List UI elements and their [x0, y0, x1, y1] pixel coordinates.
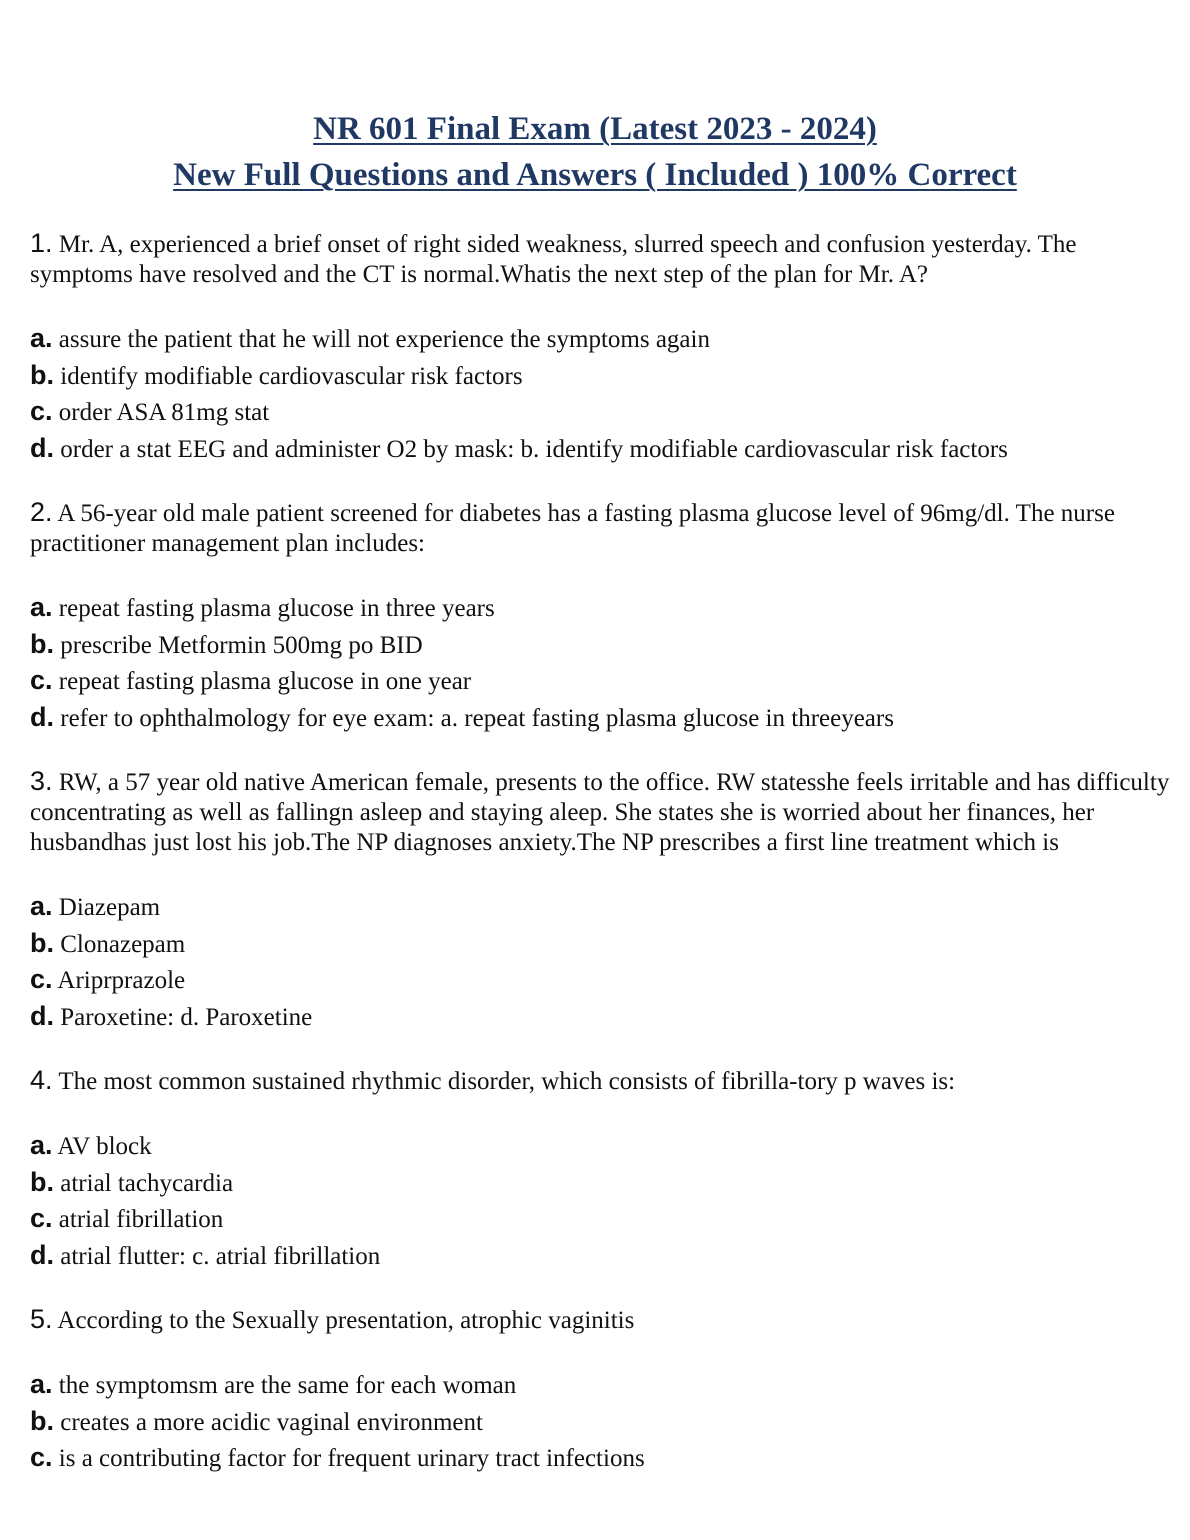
option-letter: c. — [30, 1442, 53, 1472]
option-a — [30, 1128, 1170, 1165]
option-a — [30, 889, 1170, 926]
option-letter: d. — [30, 1239, 54, 1270]
question-stem — [30, 497, 1170, 559]
option-letter: a. — [30, 323, 53, 353]
option-text: refer to ophthalmology for eye exam: a. repeat fasting plasma glucose in threeyears — [60, 704, 894, 732]
title-line-2: New Full Questions and Answers ( Included ) 100% Correct — [173, 157, 1017, 193]
question-number: 3. — [30, 766, 53, 796]
option-letter: b. — [30, 1405, 54, 1436]
option-text: Paroxetine: d. Paroxetine — [60, 1003, 313, 1031]
option-text: atrial tachycardia — [60, 1169, 234, 1197]
option-c — [30, 394, 1170, 431]
question-list — [30, 228, 1170, 1477]
option-letter: c. — [30, 396, 53, 426]
option-b — [30, 627, 1170, 664]
option-text: prescribe Metformin 500mg po BID — [60, 631, 423, 659]
option-letter: b. — [30, 359, 54, 390]
option-text: order ASA 81mg stat — [58, 399, 270, 426]
option-text: order a stat EEG and administer O2 by mask: b. identify modifiable cardiovascular risk factors — [60, 435, 1008, 463]
question-stem — [30, 1065, 1170, 1097]
option-letter: c. — [30, 1203, 53, 1233]
option-text: is a contributing factor for frequent urinary tract infections — [58, 1445, 645, 1472]
option-text: atrial fibrillation — [58, 1206, 224, 1233]
option-text: Diazepam — [58, 894, 161, 921]
question-text: Mr. A, experienced a brief onset of right sided weakness, slurred speech and confusion yesterday. The symptoms have resolved and the CT is normal.Whatis the next step of the plan for Mr. A? — [30, 231, 1077, 288]
question-number: 5. — [30, 1304, 53, 1334]
option-d — [30, 431, 1170, 468]
option-text: assure the patient that he will not experience the symptoms again — [58, 326, 710, 353]
option-c — [30, 962, 1170, 999]
option-letter: a. — [30, 592, 53, 622]
option-letter: a. — [30, 1369, 53, 1399]
option-a — [30, 590, 1170, 627]
question-1 — [30, 228, 1170, 467]
question-4 — [30, 1065, 1170, 1274]
option-letter: d. — [30, 432, 54, 463]
question-text: RW, a 57 year old native American female, presents to the office. RW statesshe feels irritable and has difficulty concentrating as well as fallingn asleep and staying aleep. She states she is worried about her finances, her husbandhas just lost his job.The NP diagnoses anxiety.The NP prescribes a first line treatment which is — [30, 769, 1170, 856]
option-text: atrial flutter: c. atrial fibrillation — [60, 1242, 381, 1270]
option-letter: a. — [30, 1130, 53, 1160]
document-title — [0, 106, 1190, 198]
option-letter: c. — [30, 964, 53, 994]
question-text: A 56-year old male patient screened for diabetes has a fasting plasma glucose level of 96mg/dl. The nurse practitioner management plan includes: — [30, 500, 1115, 557]
question-number: 1. — [30, 228, 53, 258]
title-line-1: NR 601 Final Exam (Latest 2023 - 2024) — [313, 111, 877, 147]
option-text: Clonazepam — [60, 930, 186, 958]
option-letter: b. — [30, 927, 54, 958]
question-text: The most common sustained rhythmic disorder, which consists of fibrilla-tory p waves is: — [58, 1068, 956, 1095]
question-number: 4. — [30, 1065, 53, 1095]
option-b — [30, 926, 1170, 963]
option-a — [30, 1367, 1170, 1404]
option-text: repeat fasting plasma glucose in three years — [58, 595, 495, 622]
option-letter: b. — [30, 628, 54, 659]
question-3 — [30, 766, 1170, 1035]
option-d — [30, 999, 1170, 1036]
option-b — [30, 1165, 1170, 1202]
question-2 — [30, 497, 1170, 736]
option-c — [30, 1440, 1170, 1477]
option-b — [30, 1404, 1170, 1441]
option-letter: c. — [30, 665, 53, 695]
question-stem — [30, 228, 1170, 290]
option-letter: d. — [30, 701, 54, 732]
question-number: 2. — [30, 497, 53, 527]
option-c — [30, 663, 1170, 700]
option-text: repeat fasting plasma glucose in one year — [58, 668, 472, 695]
question-stem — [30, 1304, 1170, 1336]
option-d — [30, 700, 1170, 737]
option-c — [30, 1201, 1170, 1238]
option-text: Ariprprazole — [57, 967, 186, 994]
question-text: According to the Sexually presentation, atrophic vaginitis — [57, 1307, 635, 1334]
option-letter: a. — [30, 891, 53, 921]
option-text: the symptomsm are the same for each woman — [58, 1372, 517, 1399]
option-text: creates a more acidic vaginal environment — [60, 1408, 483, 1436]
question-stem — [30, 766, 1170, 858]
option-b — [30, 358, 1170, 395]
option-d — [30, 1238, 1170, 1275]
option-letter: d. — [30, 1000, 54, 1031]
option-text: AV block — [57, 1133, 152, 1160]
option-text: identify modifiable cardiovascular risk factors — [60, 362, 523, 390]
option-letter: b. — [30, 1166, 54, 1197]
question-5 — [30, 1304, 1170, 1477]
option-a — [30, 321, 1170, 358]
